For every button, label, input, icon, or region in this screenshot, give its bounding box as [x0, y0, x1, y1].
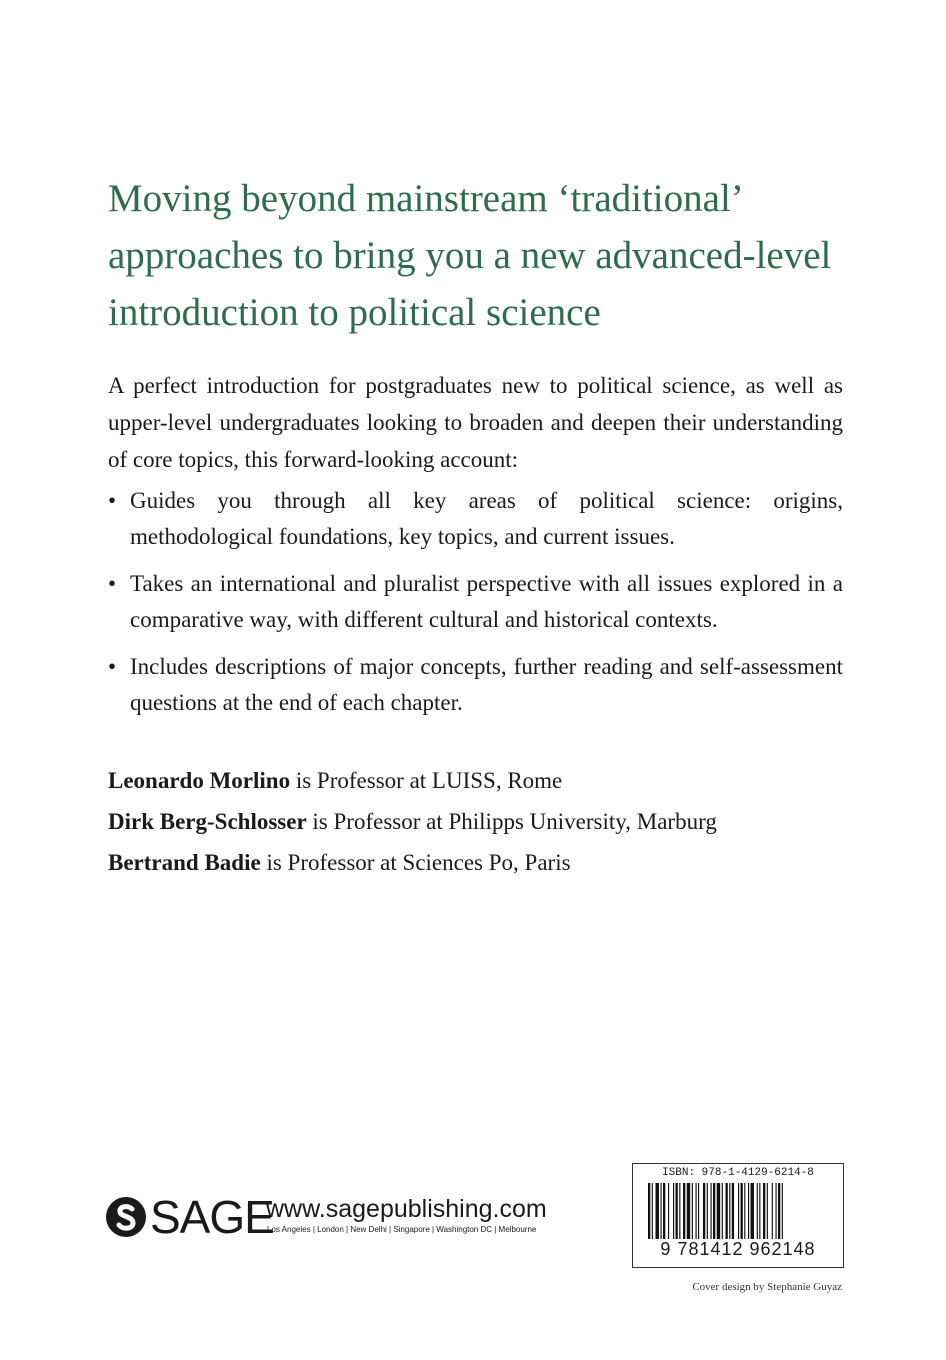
list-item	[108, 483, 843, 555]
author-name: Dirk Berg-Schlosser	[108, 809, 307, 834]
feature-list	[108, 483, 843, 732]
author-role: is Professor at LUISS, Rome	[290, 768, 563, 793]
author-name: Bertrand Badie	[108, 850, 261, 875]
bullet-icon: •	[108, 488, 117, 513]
sage-logo-icon	[106, 1197, 146, 1237]
author-line	[108, 801, 843, 842]
intro-paragraph: A perfect introduction for postgraduates new to political science, as well as upper-level undergraduates looking to broaden and deepen their understanding of core topics, this forward-looking account:	[108, 373, 843, 472]
author-role: is Professor at Sciences Po, Paris	[260, 850, 571, 875]
isbn-label: ISBN: 978-1-4129-6214-8	[662, 1167, 814, 1179]
barcode	[632, 1163, 844, 1268]
author-line	[108, 842, 843, 883]
author-role: is Professor at Philipps University, Marburg	[306, 809, 717, 834]
list-item-text: Guides you through all key areas of political science: origins, methodological foundations, key topics, and current issues.	[130, 488, 843, 549]
publisher-cities: Los Angeles | London | New Delhi | Singapore | Washington DC | Melbourne	[267, 1225, 537, 1234]
bullet-icon: •	[108, 654, 117, 679]
author-name: Leonardo Morlino	[108, 768, 291, 793]
publisher-url: www.sagepublishing.com	[266, 1195, 547, 1223]
bullet-icon: •	[108, 571, 117, 596]
list-item	[108, 649, 843, 721]
headline: Moving beyond mainstream ‘traditional’ approaches to bring you a new advanced-level introduction to political science	[108, 177, 832, 334]
publisher-logo-text: SAGE	[150, 1191, 274, 1243]
list-item	[108, 566, 843, 638]
author-line	[108, 760, 843, 801]
list-item-text: Includes descriptions of major concepts, further reading and self-assessment questions at the end of each chapter.	[130, 654, 843, 715]
cover-credit: Cover design by Stephanie Guyaz	[692, 1281, 842, 1293]
barcode-digits: 9 781412 962148	[660, 1239, 816, 1259]
barcode-bars	[648, 1183, 828, 1239]
author-list	[108, 760, 843, 883]
publisher-logo	[106, 1191, 576, 1243]
list-item-text: Takes an international and pluralist perspective with all issues explored in a comparative way, with different cultural and historical contexts.	[130, 571, 843, 632]
